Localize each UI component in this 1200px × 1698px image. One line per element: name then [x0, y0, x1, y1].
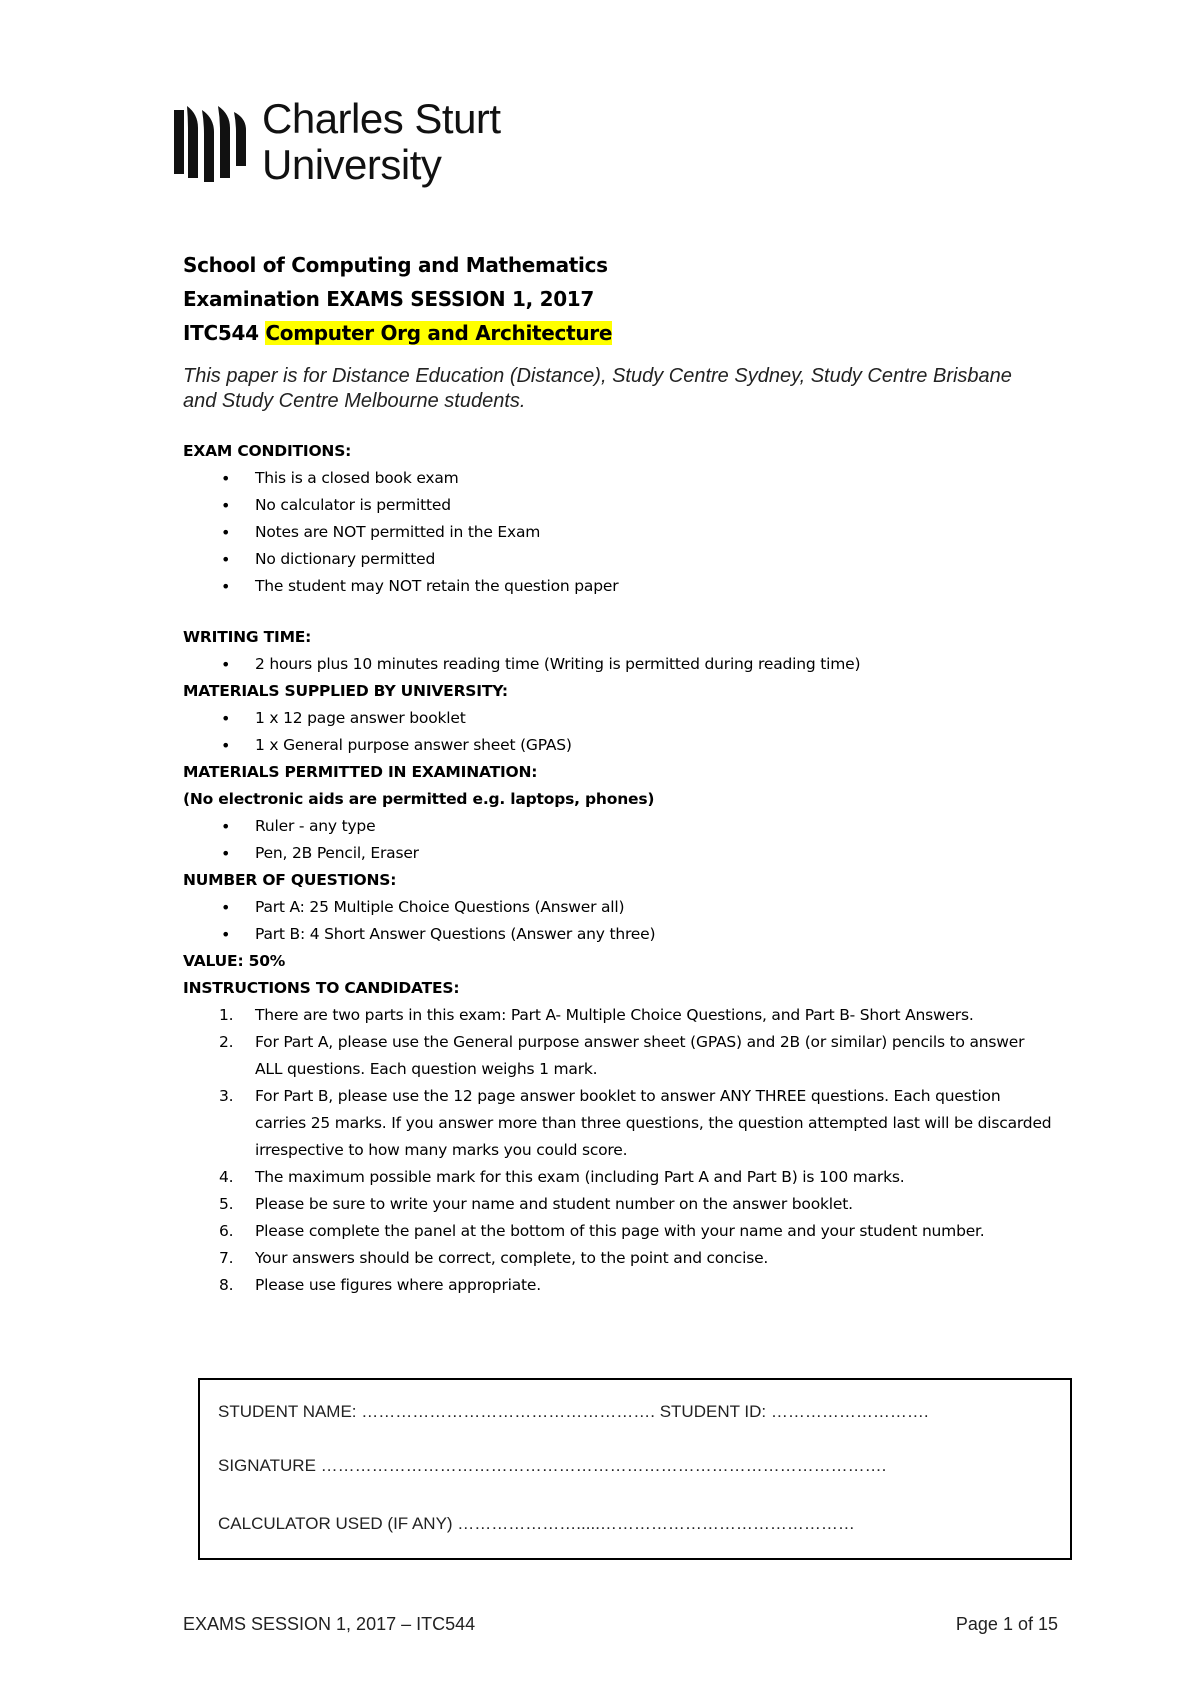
calculator-used-field[interactable]: CALCULATOR USED (IF ANY) ………………….....………………………………………	[218, 1514, 855, 1533]
list-item: 5. Please be sure to write your name and student number on the answer booklet.	[219, 1195, 853, 1213]
bullet-icon: •	[221, 844, 231, 863]
bullet-icon: •	[221, 469, 231, 488]
list-item: • 1 x 12 page answer booklet	[183, 705, 1063, 732]
bullet-icon: •	[221, 736, 231, 755]
signature-field[interactable]: SIGNATURE ……………………………………………………………………………………….	[218, 1456, 887, 1475]
bullet-icon: •	[221, 925, 231, 944]
list-item: 1. There are two parts in this exam: Part A- Multiple Choice Questions, and Part B- Short Answers.	[219, 1006, 974, 1024]
number-of-questions-heading: NUMBER OF QUESTIONS:	[183, 871, 397, 889]
list-item: • Notes are NOT permitted in the Exam	[183, 519, 1063, 546]
university-logo	[172, 95, 512, 192]
csu-emblem-icon	[172, 104, 252, 182]
bullet-icon: •	[221, 550, 231, 569]
footer-page-number: Page 1 of 15	[955, 1614, 1058, 1634]
list-item: • No calculator is permitted	[183, 492, 1063, 519]
list-item: • Ruler - any type	[183, 813, 1063, 840]
list-item: 4. The maximum possible mark for this exam (including Part A and Part B) is 100 marks.	[219, 1168, 905, 1186]
subject-title	[183, 316, 1063, 350]
instructions-heading: INSTRUCTIONS TO CANDIDATES:	[183, 979, 460, 997]
list-item: • Part A: 25 Multiple Choice Questions (Answer all)	[183, 894, 1063, 921]
list-item: • Part B: 4 Short Answer Questions (Answer any three)	[183, 921, 1063, 948]
list-item: • Pen, 2B Pencil, Eraser	[183, 840, 1063, 867]
list-item: • The student may NOT retain the question paper	[183, 573, 1063, 600]
exam-conditions-heading: EXAM CONDITIONS:	[183, 442, 352, 460]
number-of-questions-list	[183, 894, 1063, 948]
exam-conditions-list	[183, 465, 1063, 600]
list-item: 2. For Part A, please use the General purpose answer sheet (GPAS) and 2B (or similar) pencils to answer ALL questions. Each question weighs 1 mark.	[219, 1033, 1025, 1078]
materials-permitted-heading: MATERIALS PERMITTED IN EXAMINATION:	[183, 763, 538, 781]
list-item: • This is a closed book exam	[183, 465, 1063, 492]
writing-time-list	[183, 651, 1063, 678]
bullet-icon: •	[221, 655, 231, 674]
materials-supplied-list	[183, 705, 1063, 759]
bullet-icon: •	[221, 709, 231, 728]
logo-wordmark	[262, 96, 501, 188]
bullet-icon: •	[221, 898, 231, 917]
bullet-icon: •	[221, 496, 231, 515]
subject-code: ITC544	[183, 321, 259, 345]
list-item: 8. Please use figures where appropriate.	[219, 1276, 541, 1294]
exam-title: Examination EXAMS SESSION 1, 2017	[183, 287, 595, 311]
list-item: 3. For Part B, please use the 12 page answer booklet to answer ANY THREE questions. Each question carries 25 marks. If you answer more than three questions, the question attempted last will be discarded irrespective to how many marks you could score.	[219, 1087, 1052, 1159]
list-item: • 2 hours plus 10 minutes reading time (Writing is permitted during reading time)	[183, 651, 1063, 678]
student-details-panel	[198, 1378, 1072, 1560]
writing-time-heading: WRITING TIME:	[183, 628, 312, 646]
logo-line-1: Charles Sturt	[262, 95, 501, 142]
intro-text: This paper is for Distance Education (Distance), Study Centre Sydney, Study Centre Brisbane and Study Centre Melbourne students.	[183, 365, 1012, 412]
list-item: • No dictionary permitted	[183, 546, 1063, 573]
list-item: 6. Please complete the panel at the bottom of this page with your name and your student number.	[219, 1222, 985, 1240]
exam-cover-content	[183, 248, 1063, 1299]
bullet-icon: •	[221, 577, 231, 596]
value-text: VALUE: 50%	[183, 952, 286, 970]
footer-session: EXAMS SESSION 1, 2017 – ITC544	[183, 1614, 476, 1634]
student-name-id-field[interactable]: STUDENT NAME: ……………………………………………. STUDENT ID: ……………………….	[218, 1402, 929, 1421]
materials-permitted-subtitle: (No electronic aids are permitted e.g. laptops, phones)	[183, 790, 655, 808]
school-title: School of Computing and Mathematics	[183, 253, 608, 277]
bullet-icon: •	[221, 523, 231, 542]
bullet-icon: •	[221, 817, 231, 836]
materials-permitted-list	[183, 813, 1063, 867]
list-item: • 1 x General purpose answer sheet (GPAS)	[183, 732, 1063, 759]
logo-line-2: University	[262, 141, 442, 188]
subject-name: Computer Org and Architecture	[265, 321, 613, 345]
list-item: 7. Your answers should be correct, complete, to the point and concise.	[219, 1249, 769, 1267]
materials-supplied-heading: MATERIALS SUPPLIED BY UNIVERSITY:	[183, 682, 508, 700]
instructions-list	[183, 1002, 1063, 1299]
